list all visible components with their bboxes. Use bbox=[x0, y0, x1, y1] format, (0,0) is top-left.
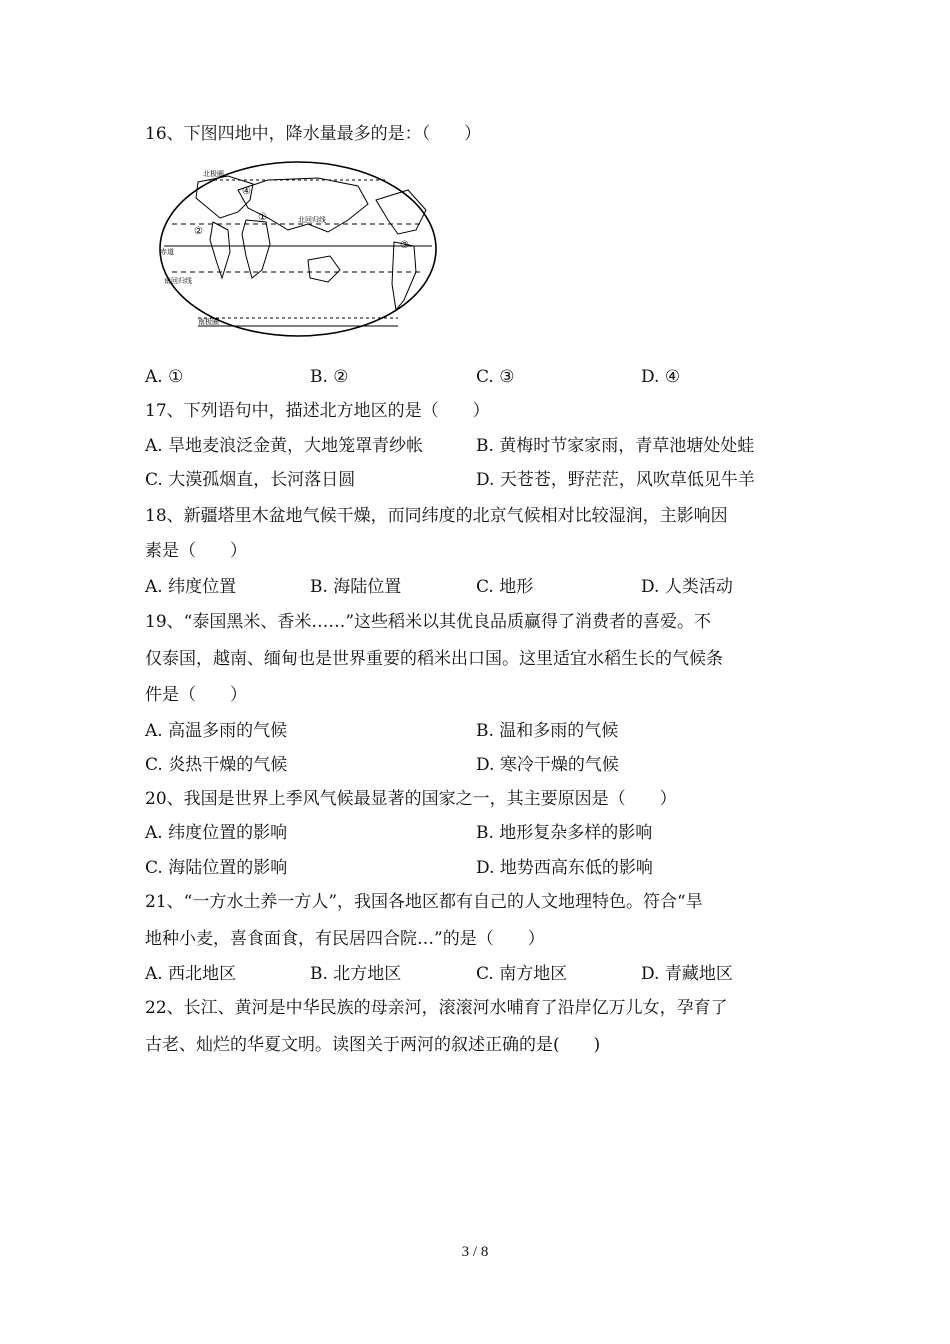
map-marker-4: ④ bbox=[242, 186, 251, 197]
q20-option-a[interactable]: A. 纬度位置的影响 bbox=[145, 823, 288, 843]
q20-option-d[interactable]: D. 地势西高东低的影响 bbox=[476, 858, 653, 878]
map-marker-1: ① bbox=[258, 212, 267, 223]
q19-stem-line3: 件是（ ） bbox=[145, 685, 247, 705]
q21-stem-line2: 地种小麦，喜食面食，有民居四合院…”的是（ ） bbox=[145, 929, 545, 949]
map-marker-3: ③ bbox=[400, 240, 409, 251]
page-number: 3 / 8 bbox=[461, 1244, 489, 1260]
map-label-tropic-south: 南回归线 bbox=[164, 277, 192, 285]
map-label-equator: 赤道 bbox=[160, 248, 174, 256]
q20-option-b[interactable]: B. 地形复杂多样的影响 bbox=[476, 823, 653, 843]
q17-option-c[interactable]: C. 大漠孤烟直，长河落日圆 bbox=[145, 470, 356, 490]
world-map-figure bbox=[158, 160, 438, 338]
q16-option-b[interactable]: B. ② bbox=[310, 367, 349, 387]
q16-option-d[interactable]: D. ④ bbox=[641, 367, 681, 387]
q17-option-d[interactable]: D. 天苍苍，野茫茫，风吹草低见牛羊 bbox=[476, 470, 755, 490]
q21-option-b[interactable]: B. 北方地区 bbox=[310, 964, 402, 984]
map-marker-2: ② bbox=[194, 226, 203, 237]
q22-stem-line1: 22、长江、黄河是中华民族的母亲河，滚滚河水哺育了沿岸亿万儿女，孕育了 bbox=[145, 998, 728, 1018]
q17-option-a[interactable]: A. 旱地麦浪泛金黄，大地笼罩青纱帐 bbox=[145, 436, 424, 456]
q18-stem-line1: 18、新疆塔里木盆地气候干燥，而同纬度的北京气候相对比较湿润，主影响因 bbox=[145, 506, 728, 526]
q19-stem-line2: 仅泰国，越南、缅甸也是世界重要的稻米出口国。这里适宜水稻生长的气候条 bbox=[145, 649, 723, 669]
q19-option-a[interactable]: A. 高温多雨的气候 bbox=[145, 721, 288, 741]
q17-option-b[interactable]: B. 黄梅时节家家雨，青草池塘处处蛙 bbox=[476, 436, 755, 456]
q18-option-c[interactable]: C. 地形 bbox=[476, 577, 534, 597]
q21-option-d[interactable]: D. 青藏地区 bbox=[641, 964, 733, 984]
q19-stem-line1: 19、“泰国黑米、香米……”这些稻米以其优良品质赢得了消费者的喜爱。不 bbox=[145, 612, 712, 632]
q20-option-c[interactable]: C. 海陆位置的影响 bbox=[145, 858, 288, 878]
q18-option-b[interactable]: B. 海陆位置 bbox=[310, 577, 402, 597]
q21-option-c[interactable]: C. 南方地区 bbox=[476, 964, 568, 984]
q19-option-d[interactable]: D. 寒冷干燥的气候 bbox=[476, 755, 619, 775]
q18-option-d[interactable]: D. 人类活动 bbox=[641, 577, 733, 597]
q16-stem: 16、下图四地中，降水量最多的是：（ ） bbox=[145, 124, 482, 144]
q21-stem-line1: 21、“一方水土养一方人”，我国各地区都有自己的人文地理特色。符合“旱 bbox=[145, 892, 703, 912]
q19-option-b[interactable]: B. 温和多雨的气候 bbox=[476, 721, 619, 741]
map-label-antarctic: 南极圈 bbox=[198, 318, 219, 326]
q18-stem-line2: 素是（ ） bbox=[145, 541, 247, 561]
q17-stem: 17、下列语句中，描述北方地区的是（ ） bbox=[145, 401, 490, 421]
q18-option-a[interactable]: A. 纬度位置 bbox=[145, 577, 237, 597]
q21-option-a[interactable]: A. 西北地区 bbox=[145, 964, 237, 984]
q16-option-a[interactable]: A. ① bbox=[145, 367, 184, 387]
q22-stem-line2: 古老、灿烂的华夏文明。读图关于两河的叙述正确的是( ) bbox=[145, 1035, 601, 1055]
q19-option-c[interactable]: C. 炎热干燥的气候 bbox=[145, 755, 288, 775]
q20-stem: 20、我国是世界上季风气候最显著的国家之一，其主要原因是（ ） bbox=[145, 789, 677, 809]
q16-option-c[interactable]: C. ③ bbox=[476, 367, 515, 387]
map-label-arctic: 北极圈 bbox=[203, 170, 224, 178]
map-label-tropic-north: 北回归线 bbox=[298, 216, 326, 224]
